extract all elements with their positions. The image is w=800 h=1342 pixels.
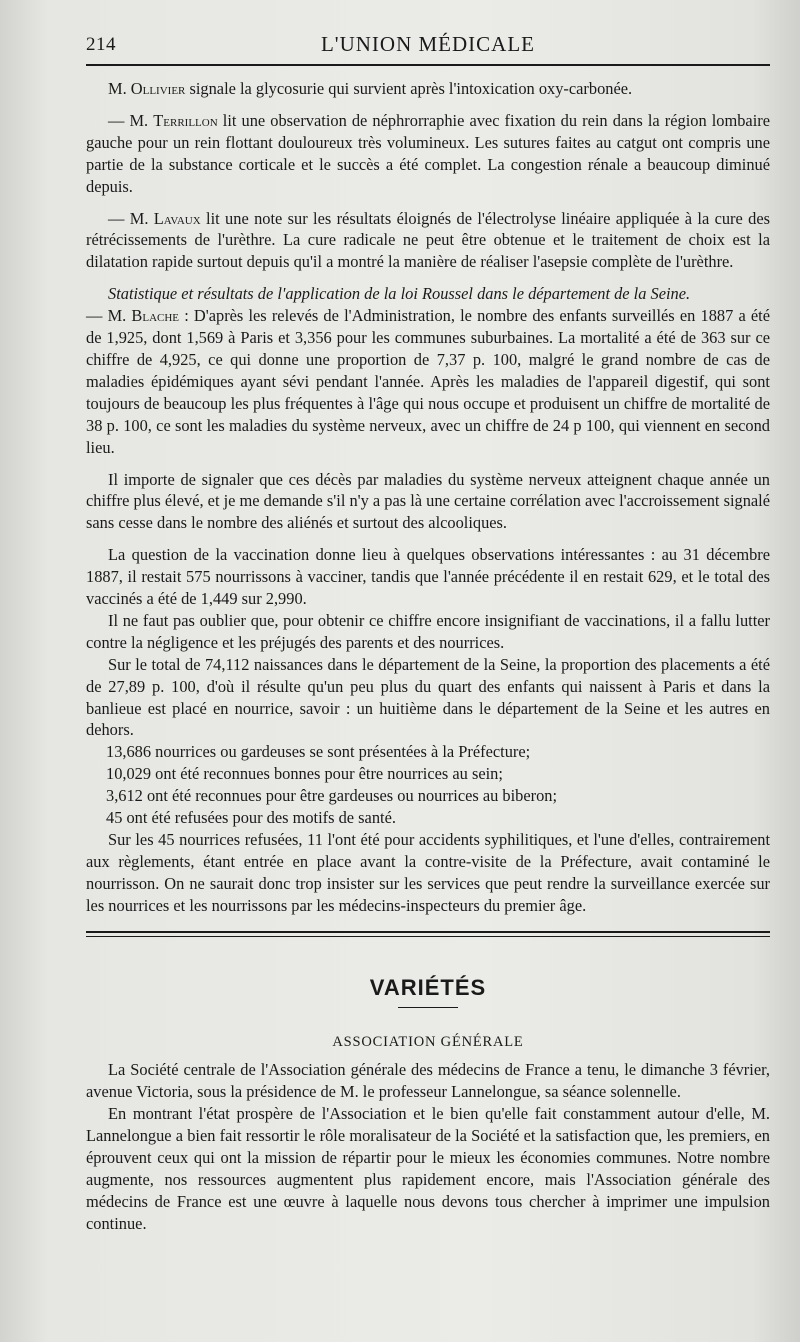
paragraph-prejudices: Il ne faut pas oublier que, pour obtenir ce chiffre encore insignifiant de vaccinations, il a fallu lutter contre la négligence et les préjugés des parents et des nourrices.	[86, 610, 770, 652]
section-title: VARIÉTÉS	[369, 974, 487, 1000]
list-item: 3,612 ont été reconnues pour être gardeuses ou nourrices au biberon;	[106, 786, 558, 806]
nourrices-list	[86, 741, 770, 829]
paragraph-nervous-system: Il importe de signaler que ces décès par maladies du système nerveux atteignent chaque année un chiffre plus élevé, et je me demande s'il n'y a pas là une certaine corrélation avec l'accroissement signalé sans cesse dans le nombre des aliénés et surtout des alcooliques.	[86, 469, 770, 533]
list-item: 13,686 nourrices ou gardeuses se sont présentées à la Préfecture;	[106, 742, 531, 762]
paragraph-text: signale la glycosurie qui survient après l'intoxication oxy-carbonée.	[185, 79, 633, 98]
paragraph-blache	[86, 305, 770, 458]
section-title-rule	[398, 1007, 458, 1008]
speaker-name: Lavaux	[153, 208, 201, 228]
list-item: 45 ont été refusées pour des motifs de santé.	[106, 808, 396, 828]
list-item: 10,029 ont été reconnues bonnes pour être nourrices au sein;	[106, 764, 503, 784]
paragraph-terrillon	[86, 110, 770, 198]
subsection-title: ASSOCIATION GÉNÉRALE	[332, 1033, 524, 1050]
paragraph-lannelongue: En montrant l'état prospère de l'Association et le bien qu'elle fait constamment autour d'elle, M. Lannelongue a bien fait ressortir le rôle moralisateur de la Société et la satisfaction que, les premiers, en éprouvent ceux qui ont la mission de répartir pour le mieux les économies communes. Notre nombre augmente, nos ressources augmentent plus rapidement encore, mais l'Association générale des médecins de France est une œuvre à laquelle nous devons tous chercher à imprimer une impulsion continue.	[86, 1104, 770, 1233]
speaker-prefix: — M.	[108, 208, 154, 228]
paragraph-text: lit une note sur les résultats éloignés de l'électrolyse linéaire appliquée à la cure des rétrécissements de l'urèthre. La cure radicale ne peut être obtenue et le traitement de choix est la dilatation rapide surtout depuis qu'il a montré la manière de réaliser l'asepsie complète de l'urèthre.	[86, 208, 770, 272]
speaker-name: M. Ollivier	[108, 79, 186, 98]
running-title: L'UNION MÉDICALE	[320, 32, 535, 56]
paragraph-text: : D'après les relevés de l'Administration, le nombre des enfants surveillés en 1887 a été de 1,925, dont 1,569 à Paris et 3,356 pour les communes suburbaines. La mortalité a été de 363 sur ce chiffre de 4,925, ce qui donne une proportion de 7,37 p. 100, malgré le grand nombre de cas de maladies épidémiques ayant sévi pendant l'année. Après les maladies de l'appareil digestif, qui sont toujours de beaucoup les plus fréquentes à l'âge qui nous occupe et produisent un chiffre de mortalité de 38 p. 100, ce sont les maladies du système nerveux, avec un chiffre de 24 p 100, qui viennent en second lieu.	[86, 306, 771, 457]
paragraph-text: lit une observation de néphrorraphie avec fixation du rein dans la région lombaire gauche pour un rein flottant douloureux très volumineux. Les sutures faites au catgut ont compris une partie de la substance corticale et le succès a été complet. La congestion rénale a beaucoup diminué depuis.	[86, 110, 770, 196]
paragraph-societe: La Société centrale de l'Association générale des médecins de France a tenu, le dimanche 3 février, avenue Victoria, sous la présidence de M. le professeur Lannelongue, sa séance solennelle.	[86, 1060, 770, 1102]
paragraph-lavaux	[86, 208, 770, 274]
speaker-name: Terrillon	[153, 110, 218, 130]
page-number: 214	[86, 34, 116, 55]
paragraph-births: Sur le total de 74,112 naissances dans le département de la Seine, la proportion des placements a été de 27,89 p. 100, d'où il résulte qu'un peu plus du quart des enfants qui naissent à Paris et dans la banlieue est placé en nourrice, savoir : un huitième dans le département de la Seine et les autres en dehors.	[86, 654, 770, 740]
article-body	[86, 78, 770, 1235]
speaker-prefix: — M.	[86, 306, 132, 326]
section-divider	[86, 931, 770, 937]
speaker-name: Blache	[131, 306, 180, 326]
stats-heading: Statistique et résultats de l'application de la loi Roussel dans le département de la Seine.	[108, 284, 691, 304]
paragraph-ollivier	[86, 78, 770, 100]
paragraph-closing: Sur les 45 nourrices refusées, 11 l'ont été pour accidents syphilitiques, et l'une d'elles, contrairement aux règlements, étant entrée en place avant la contre-visite de la Préfecture, avait contaminé le nourrisson. On ne saurait donc trop insister sur les services que peut rendre la surveillance exercée sur les nourrices et les nourrissons par les médecins-inspecteurs du premier âge.	[86, 830, 770, 915]
speaker-prefix: — M.	[108, 110, 154, 130]
page-header	[86, 24, 770, 66]
paragraph-vaccination: La question de la vaccination donne lieu à quelques observations intéressantes : au 31 décembre 1887, il restait 575 nourrissons à vacciner, tandis que l'année précédente il en restait 629, et le total des vaccinés a été de 1,449 sur 2,990.	[86, 545, 770, 609]
